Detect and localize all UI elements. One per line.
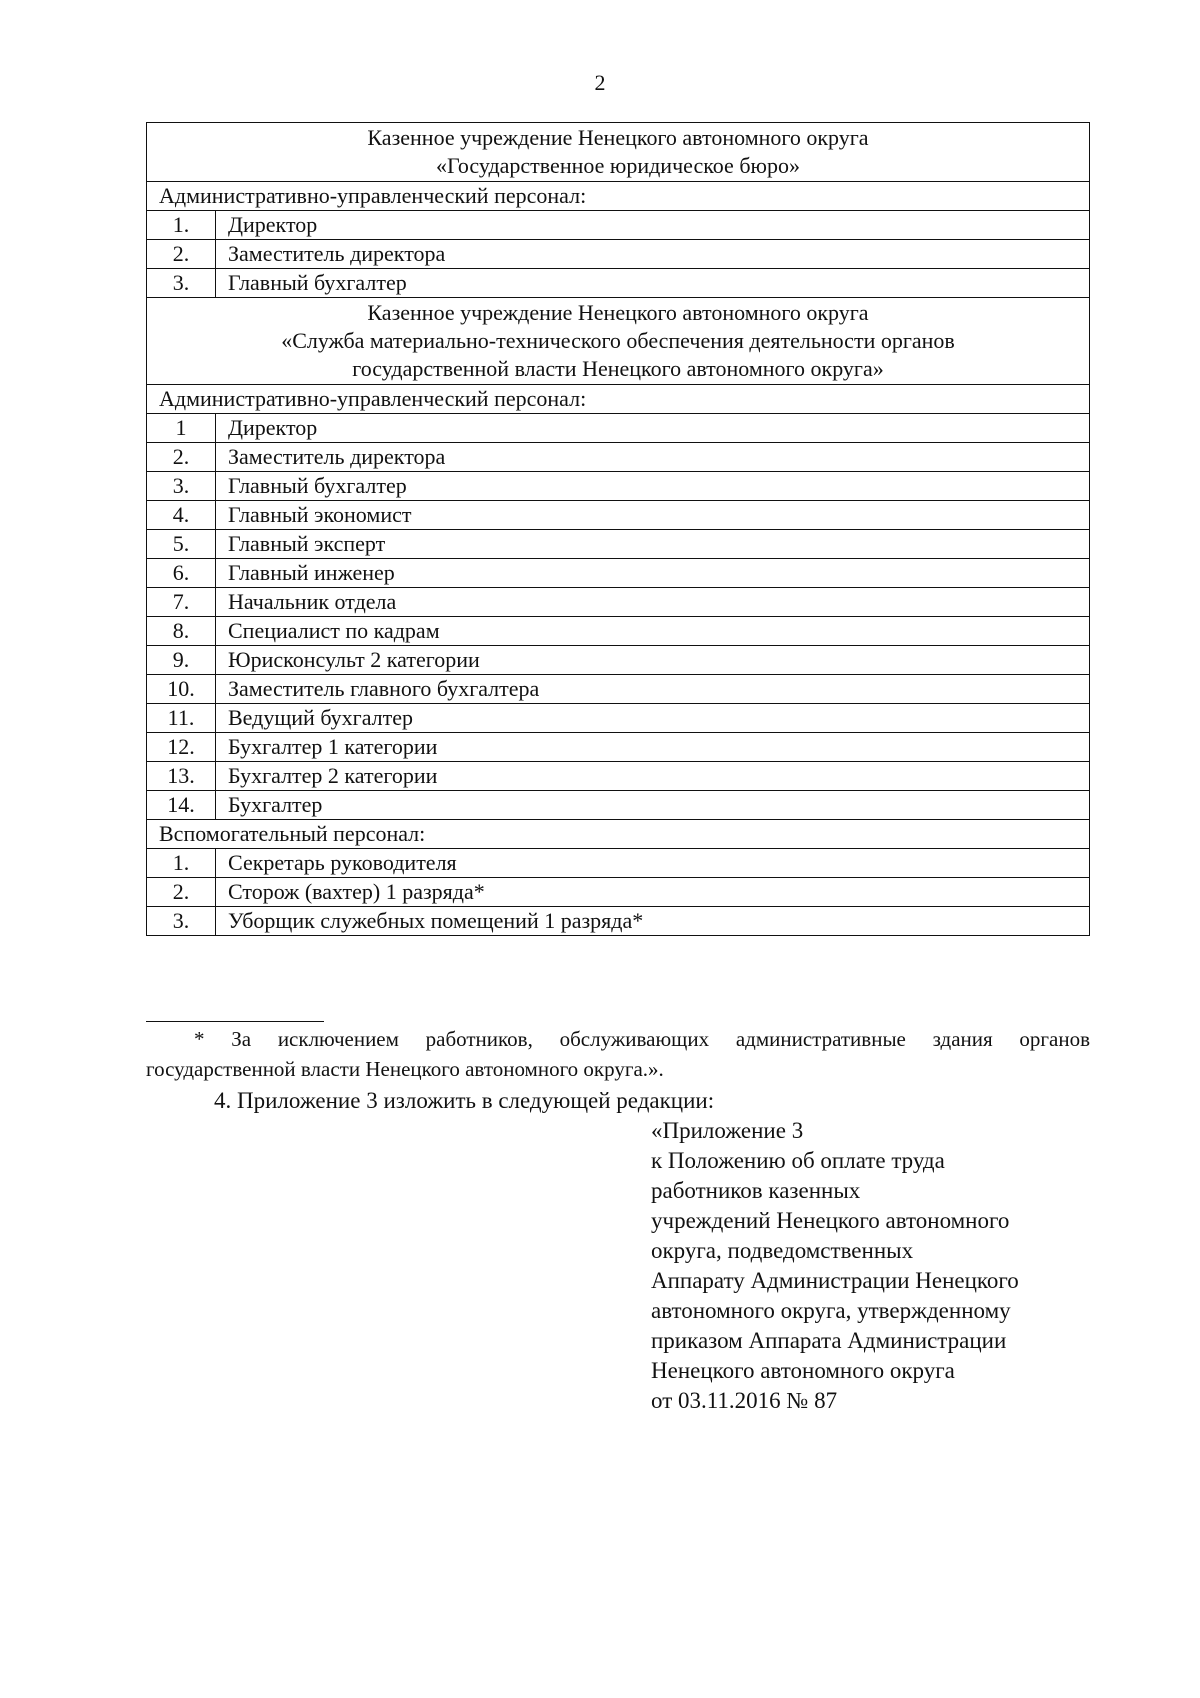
position-title: Уборщик служебных помещений 1 разряда*	[216, 907, 1090, 936]
position-title: Директор	[216, 414, 1090, 443]
position-title: Главный бухгалтер	[216, 472, 1090, 501]
row-number: 2.	[147, 878, 216, 907]
row-number: 11.	[147, 704, 216, 733]
org-heading	[147, 298, 1090, 385]
org-heading-row	[147, 298, 1090, 385]
row-number: 6.	[147, 559, 216, 588]
row-number: 14.	[147, 791, 216, 820]
staff-group-row	[147, 182, 1090, 211]
position-title: Юрисконсульт 2 категории	[216, 646, 1090, 675]
position-title: Директор	[216, 211, 1090, 240]
table-row	[147, 646, 1090, 675]
staff-group-label: Административно-управленческий персонал:	[147, 385, 1090, 414]
staff-table-body	[147, 123, 1090, 936]
appendix-heading-line: Аппарату Администрации Ненецкого	[651, 1268, 1019, 1293]
footnote-divider	[146, 1021, 324, 1022]
position-title: Заместитель директора	[216, 240, 1090, 269]
row-number: 5.	[147, 530, 216, 559]
table-row	[147, 559, 1090, 588]
org-heading-row	[147, 123, 1090, 182]
table-row	[147, 878, 1090, 907]
table-row	[147, 530, 1090, 559]
row-number: 3.	[147, 907, 216, 936]
row-number: 1.	[147, 849, 216, 878]
appendix-heading-line: работников казенных	[651, 1178, 861, 1203]
row-number: 10.	[147, 675, 216, 704]
org-heading-line: Казенное учреждение Ненецкого автономного округа	[367, 300, 869, 325]
table-row	[147, 211, 1090, 240]
position-title: Главный бухгалтер	[216, 269, 1090, 298]
row-number: 3.	[147, 472, 216, 501]
row-number: 9.	[147, 646, 216, 675]
row-number: 2.	[147, 443, 216, 472]
staff-table	[146, 122, 1090, 936]
appendix-heading-block	[651, 1116, 1071, 1416]
row-number: 8.	[147, 617, 216, 646]
staff-group-label: Вспомогательный персонал:	[147, 820, 1090, 849]
table-row	[147, 240, 1090, 269]
position-title: Заместитель главного бухгалтера	[216, 675, 1090, 704]
appendix-heading-line: автономного округа, утвержденному	[651, 1298, 1011, 1323]
staff-group-label: Административно-управленческий персонал:	[147, 182, 1090, 211]
row-number: 4.	[147, 501, 216, 530]
position-title: Главный эксперт	[216, 530, 1090, 559]
position-title: Ведущий бухгалтер	[216, 704, 1090, 733]
position-title: Заместитель директора	[216, 443, 1090, 472]
table-row	[147, 617, 1090, 646]
org-heading-line: Казенное учреждение Ненецкого автономного округа	[367, 125, 869, 150]
row-number: 1.	[147, 211, 216, 240]
appendix-heading-line: к Положению об оплате труда	[651, 1148, 945, 1173]
row-number: 13.	[147, 762, 216, 791]
appendix-heading-line: приказом Аппарата Администрации	[651, 1328, 1007, 1353]
amendment-paragraph: 4. Приложение 3 изложить в следующей редакции:	[214, 1088, 715, 1113]
position-title: Главный экономист	[216, 501, 1090, 530]
row-number: 3.	[147, 269, 216, 298]
position-title: Секретарь руководителя	[216, 849, 1090, 878]
staff-group-row	[147, 820, 1090, 849]
position-title: Сторож (вахтер) 1 разряда*	[216, 878, 1090, 907]
table-row	[147, 443, 1090, 472]
position-title: Начальник отдела	[216, 588, 1090, 617]
position-title: Бухгалтер 1 категории	[216, 733, 1090, 762]
appendix-heading-line: «Приложение 3	[651, 1118, 804, 1143]
page-number: 2	[594, 70, 606, 95]
appendix-heading-line: от 03.11.2016 № 87	[651, 1388, 838, 1413]
appendix-heading-line: Ненецкого автономного округа	[651, 1358, 955, 1383]
table-row	[147, 849, 1090, 878]
position-title: Бухгалтер	[216, 791, 1090, 820]
row-number: 12.	[147, 733, 216, 762]
row-number: 1	[147, 414, 216, 443]
table-row	[147, 762, 1090, 791]
table-row	[147, 501, 1090, 530]
org-heading-line: «Государственное юридическое бюро»	[436, 153, 800, 178]
staff-group-row	[147, 385, 1090, 414]
row-number: 2.	[147, 240, 216, 269]
table-row	[147, 414, 1090, 443]
table-row	[147, 733, 1090, 762]
table-row	[147, 588, 1090, 617]
org-heading-line: государственной власти Ненецкого автономного округа»	[352, 356, 884, 381]
org-heading-line: «Служба материально-технического обеспечения деятельности органов	[281, 328, 955, 353]
footnote: * За исключением работников, обслуживающих административные здания органов государственной власти Ненецкого автономного округа.».	[146, 1027, 1090, 1081]
table-row	[147, 791, 1090, 820]
row-number: 7.	[147, 588, 216, 617]
appendix-heading-line: учреждений Ненецкого автономного	[651, 1208, 1010, 1233]
org-heading	[147, 123, 1090, 182]
appendix-heading-line: округа, подведомственных	[651, 1238, 914, 1263]
position-title: Главный инженер	[216, 559, 1090, 588]
table-row	[147, 675, 1090, 704]
table-row	[147, 704, 1090, 733]
position-title: Бухгалтер 2 категории	[216, 762, 1090, 791]
position-title: Специалист по кадрам	[216, 617, 1090, 646]
table-row	[147, 269, 1090, 298]
table-row	[147, 472, 1090, 501]
table-row	[147, 907, 1090, 936]
